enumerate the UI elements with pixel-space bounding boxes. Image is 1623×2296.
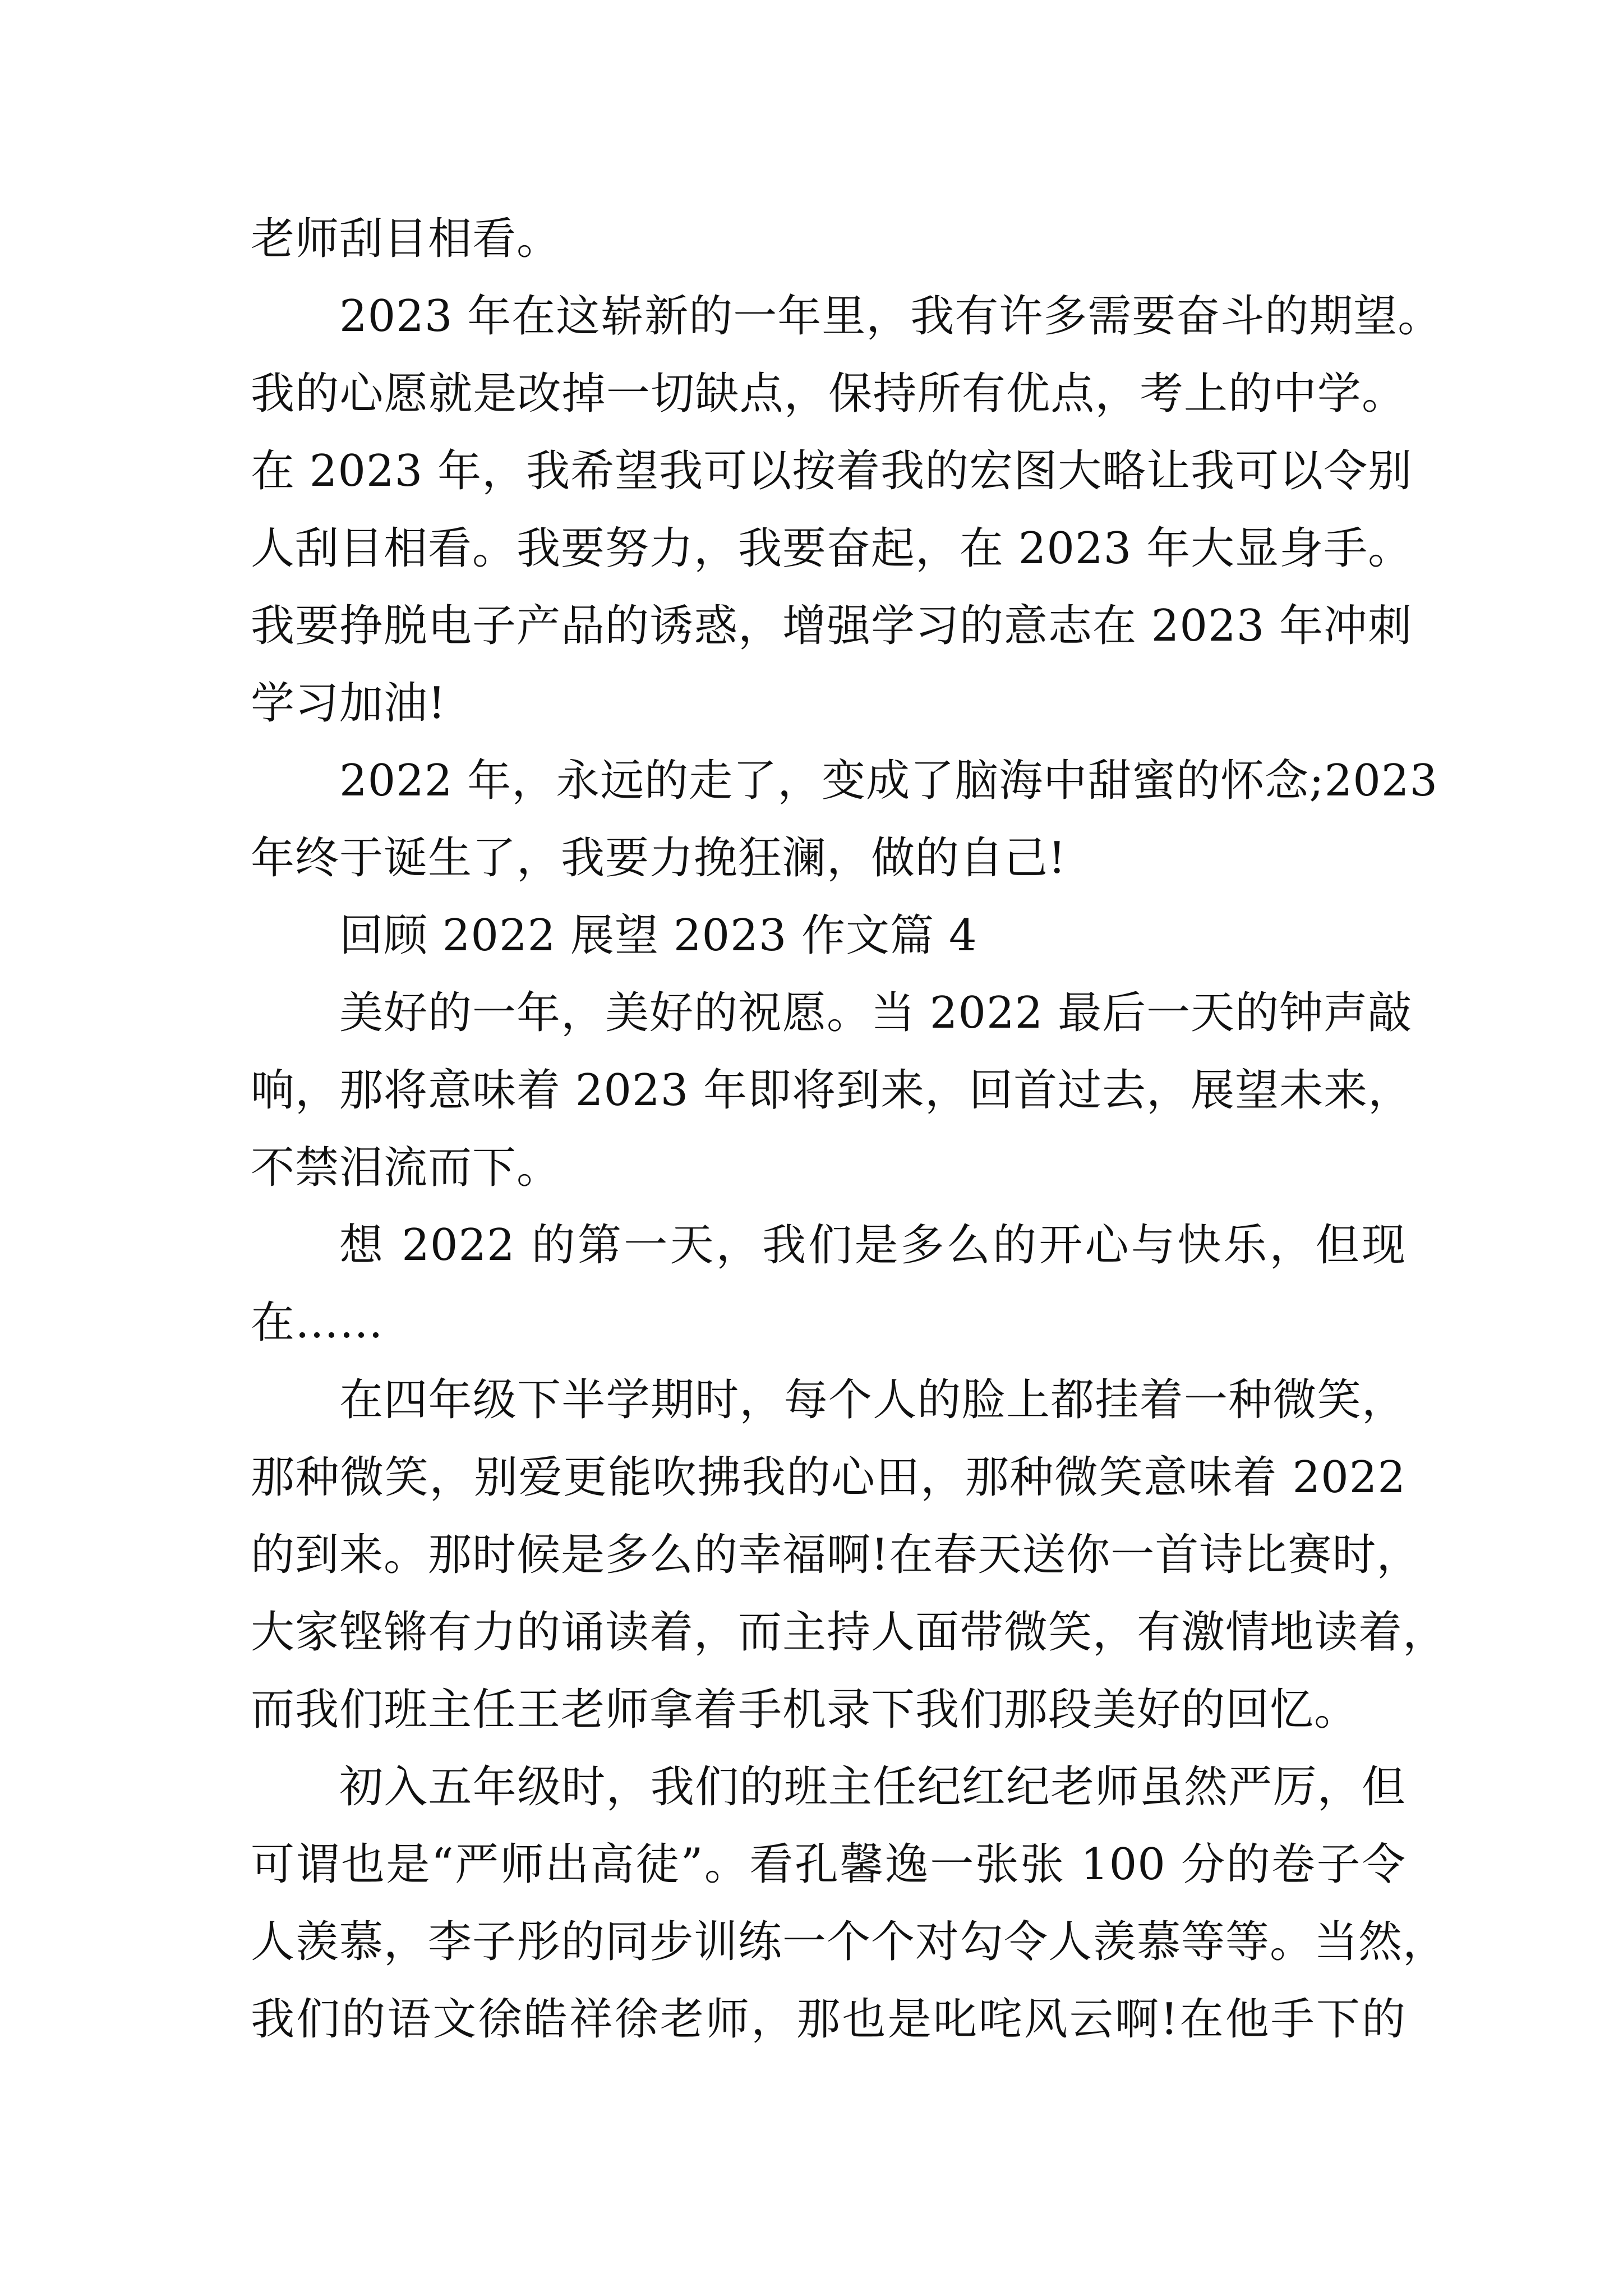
- text-line: 在四年级下半学期时，每个人的脸上都挂着一种微笑，: [339, 1375, 1406, 1425]
- paragraph: [251, 200, 1406, 278]
- text-line: 可谓也是“严师出高徒”。看孔馨逸一张张 100 分的卷子令: [251, 1839, 1406, 1890]
- text-line: 初入五年级时，我们的班主任纪红纪老师虽然严厉，但: [339, 1762, 1406, 1812]
- text-line: 人羡慕，李子彤的同步训练一个个对勾令人羡慕等等。当然，: [251, 1917, 1447, 1967]
- text-line: 我要挣脱电子产品的诱惑，增强学习的意志在 2023 年冲刺: [251, 601, 1413, 651]
- text-line: 想 2022 的第一天，我们是多么的开心与快乐，但现: [339, 1220, 1406, 1271]
- text-line: 我们的语文徐皓祥徐老师，那也是叱咤风云啊!在他手下的: [251, 1994, 1406, 2045]
- text-line: 在……: [251, 1297, 384, 1348]
- text-line: 年终于诞生了，我要力挽狂澜，做的自己!: [251, 833, 1067, 884]
- text-line: 2022 年，永远的走了，变成了脑海中甜蜜的怀念;2023: [339, 756, 1438, 806]
- text-line: 人刮目相看。我要努力，我要奋起，在 2023 年大显身手。: [251, 523, 1413, 574]
- text-line: 不禁泪流而下。: [251, 1143, 561, 1193]
- heading-line: 回顾 2022 展望 2023 作文篇 4: [339, 910, 978, 961]
- text-line: 的到来。那时候是多么的幸福啊!在春天送你一首诗比赛时，: [251, 1530, 1421, 1580]
- paragraph: [251, 1749, 1447, 2058]
- section-heading: [251, 897, 1406, 974]
- paragraph: [251, 974, 1413, 1207]
- text-line: 美好的一年，美好的祝愿。当 2022 最后一天的钟声敲: [339, 988, 1413, 1038]
- text-line: 在 2023 年，我希望我可以按着我的宏图大略让我可以令别: [251, 446, 1413, 496]
- text-line: 大家铿锵有力的诵读着，而主持人面带微笑，有激情地读着，: [251, 1607, 1447, 1658]
- text-line: 那种微笑，别爱更能吹拂我的心田，那种微笑意味着 2022: [251, 1452, 1406, 1503]
- text-line: 2023 年在这崭新的一年里，我有许多需要奋斗的期望。: [339, 291, 1442, 342]
- text-line: 学习加油!: [251, 678, 446, 729]
- text-line: 老师刮目相看。: [251, 214, 561, 264]
- paragraph: [251, 1361, 1447, 1749]
- text-line: 我的心愿就是改掉一切缺点，保持所有优点，考上的中学。: [251, 369, 1406, 419]
- text-line: 而我们班主任王老师拿着手机录下我们那段美好的回忆。: [251, 1685, 1359, 1735]
- paragraph: [251, 278, 1442, 742]
- text-line: 响，那将意味着 2023 年即将到来，回首过去，展望未来，: [251, 1065, 1413, 1116]
- paragraph: [251, 742, 1438, 897]
- document-body: [251, 200, 1447, 2058]
- paragraph: [251, 1207, 1406, 1361]
